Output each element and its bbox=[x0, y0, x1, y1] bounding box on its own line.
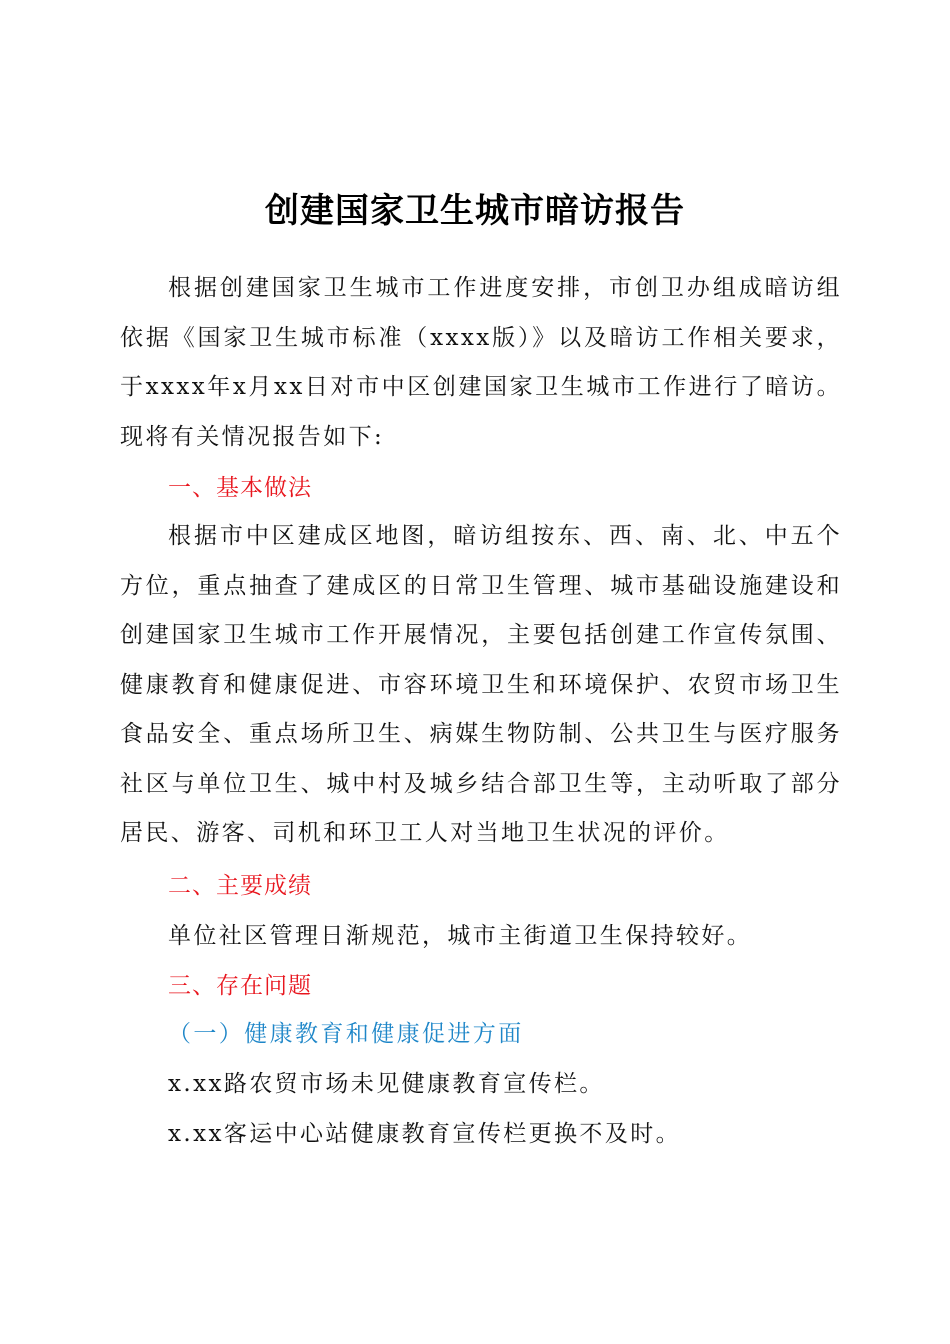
section-paragraph-basic-practice: 根据市中区建成区地图，暗访组按东、西、南、北、中五个方位，重点抽查了建成区的日常卫生管理、城市基础设施建设和创建国家卫生城市工作开展情况，主要包括创建工作宣传氛围、健康教育和健康促进、市容环境卫生和环境保护、农贸市场卫生食品安全、重点场所卫生、病媒生物防制、公共卫生与医疗服务社区与单位卫生、城中村及城乡结合部卫生等，主动听取了部分居民、游客、司机和环卫工人对当地卫生状况的评价。 bbox=[120, 523, 842, 846]
problem-item: x.xx客运中心站健康教育宣传栏更换不及时。 bbox=[168, 1121, 682, 1147]
section-heading-problems: 三、存在问题 bbox=[168, 973, 312, 999]
document-title: 创建国家卫生城市暗访报告 bbox=[265, 191, 685, 231]
section-paragraph-achievements: 单位社区管理日渐规范，城市主街道卫生保持较好。 bbox=[168, 923, 753, 949]
intro-paragraph: 根据创建国家卫生城市工作进度安排，市创卫办组成暗访组依据《国家卫生城市标准（xxxx版）》以及暗访工作相关要求，于xxxx年x月xx日对市中区创建国家卫生城市工作进行了暗访。现将有关情况报告如下: bbox=[120, 275, 842, 450]
section-heading-achievements: 二、主要成绩 bbox=[168, 873, 312, 899]
problem-item: x.xx路农贸市场未见健康教育宣传栏。 bbox=[168, 1071, 605, 1097]
subsection-heading-health-education: （一）健康教育和健康促进方面 bbox=[168, 1021, 524, 1047]
section-heading-basic-practice: 一、基本做法 bbox=[168, 475, 312, 501]
